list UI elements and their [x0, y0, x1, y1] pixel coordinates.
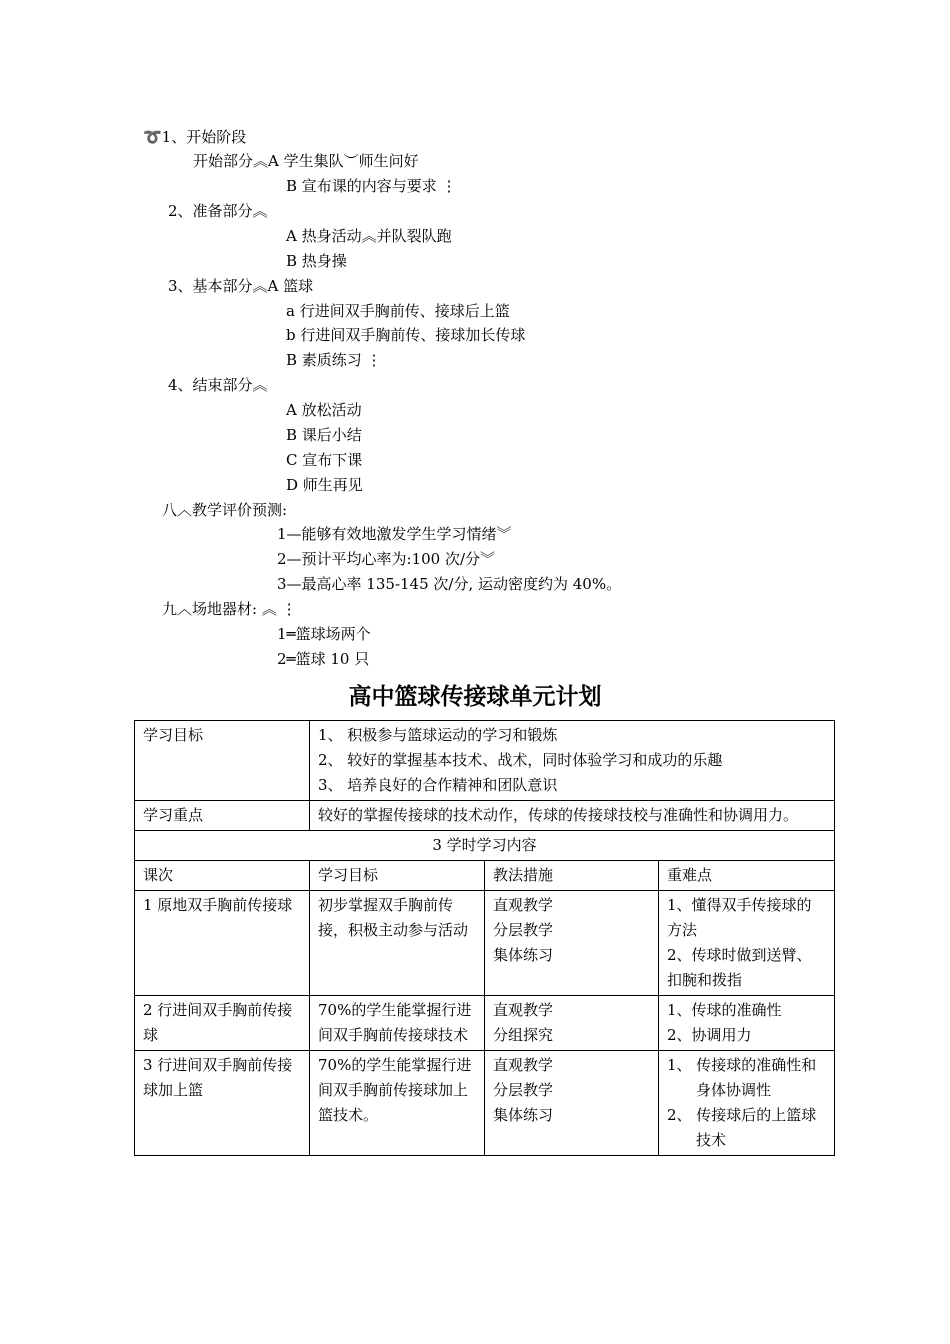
- outline-line-18: 2—预计平均心率为:100 次/分︾: [277, 550, 496, 568]
- goals-row: [135, 721, 835, 801]
- column-header: 重难点: [659, 861, 835, 891]
- outline-line-3: B 宣布课的内容与要求 ⋮: [286, 177, 457, 195]
- key-point-item: 2、 传接球后的上篮球技术: [667, 1106, 817, 1149]
- method-item: 分层教学: [493, 1081, 554, 1099]
- column-header: 课次: [135, 861, 310, 891]
- outline-line-2: 开始部分︽A 学生集队︶师生问好: [193, 152, 419, 170]
- key-point-item: 1、懂得双手传接球的方法: [667, 896, 812, 939]
- outline-line-6: B 热身操: [286, 252, 347, 270]
- lesson-goal-cell: 初步掌握双手胸前传接，积极主动参与活动: [310, 891, 485, 996]
- key-points-cell: [659, 996, 835, 1051]
- unit-plan-table: [134, 720, 835, 1156]
- outline-line-21: 1═篮球场两个: [277, 625, 371, 643]
- method-item: 集体练习: [493, 1106, 554, 1124]
- goals-cell: [310, 721, 835, 801]
- outline-line-5: A 热身活动︽并队裂队跑: [286, 227, 452, 245]
- section-header-row: [135, 831, 835, 861]
- page-title: 高中篮球传接球单元计划: [348, 684, 602, 710]
- outline-line-19: 3—最高心率 135-145 次/分, 运动密度约为 40%。: [277, 575, 622, 593]
- column-header: 学习目标: [310, 861, 485, 891]
- column-header-row: [135, 861, 835, 891]
- key-point-item: 2、协调用力: [667, 1026, 752, 1044]
- outline-line-7: 3、基本部分︽A 篮球: [168, 277, 314, 295]
- outline-line-16: 八︿教学评价预测:: [162, 501, 288, 519]
- outline-line-8: a 行进间双手胸前传、接球后上篮: [286, 302, 510, 320]
- methods-cell: [485, 1051, 659, 1156]
- outline-line-12: A 放松活动: [286, 401, 362, 419]
- method-item: 直观教学: [493, 1001, 554, 1019]
- lesson-cell: 2 行进间双手胸前传接球: [135, 996, 310, 1051]
- goal-item: 2、 较好的掌握基本技术、战术，同时体验学习和成功的乐趣: [318, 751, 723, 769]
- outline-line-20: 九︿场地器材: ︽ ⋮: [162, 600, 297, 618]
- focus-text: 较好的掌握传接球的技术动作，传球的传接球技校与准确性和协调用力。: [310, 801, 835, 831]
- key-points-cell: [659, 891, 835, 996]
- methods-cell: [485, 891, 659, 996]
- outline-line-22: 2═篮球 10 只: [277, 650, 370, 668]
- outline-line-10: B 素质练习 ⋮: [286, 351, 382, 369]
- outline-line-14: C 宣布下课: [286, 451, 363, 469]
- lesson-goal-cell: 70%的学生能掌握行进间双手胸前传接球加上篮技术。: [310, 1051, 485, 1156]
- key-point-item: 1、传球的准确性: [667, 1001, 782, 1019]
- goal-item: 1、 积极参与篮球运动的学习和锻炼: [318, 726, 558, 744]
- table-row: [135, 996, 835, 1051]
- lesson-goal-cell: 70%的学生能掌握行进间双手胸前传接球技术: [310, 996, 485, 1051]
- method-item: 集体练习: [493, 946, 554, 964]
- goals-label: 学习目标: [135, 721, 310, 801]
- outline-line-1: ➰1、开始阶段: [143, 128, 247, 146]
- outline-line-15: D 师生再见: [286, 476, 363, 494]
- method-item: 直观教学: [493, 896, 554, 914]
- key-points-cell: [659, 1051, 835, 1156]
- key-point-item: 2、传球时做到送臂、扣腕和拨指: [667, 946, 812, 989]
- key-point-item: 1、 传接球的准确性和身体协调性: [667, 1056, 817, 1099]
- methods-cell: [485, 996, 659, 1051]
- table-row: [135, 891, 835, 996]
- method-item: 直观教学: [493, 1056, 554, 1074]
- section-header: 3 学时学习内容: [135, 831, 835, 861]
- method-item: 分层教学: [493, 921, 554, 939]
- outline-line-17: 1—能够有效地激发学生学习情绪︾: [277, 525, 512, 543]
- outline-line-13: B 课后小结: [286, 426, 362, 444]
- table-row: [135, 1051, 835, 1156]
- lesson-cell: 3 行进间双手胸前传接球加上篮: [135, 1051, 310, 1156]
- lesson-cell: 1 原地双手胸前传接球: [135, 891, 310, 996]
- focus-row: [135, 801, 835, 831]
- method-item: 分组探究: [493, 1026, 554, 1044]
- outline-line-9: b 行进间双手胸前传、接球加长传球: [286, 326, 526, 344]
- outline-line-4: 2、准备部分︽: [168, 202, 268, 220]
- outline-line-11: 4、结束部分︽: [168, 376, 268, 394]
- focus-label: 学习重点: [135, 801, 310, 831]
- column-header: 教法措施: [485, 861, 659, 891]
- goal-item: 3、 培养良好的合作精神和团队意识: [318, 776, 558, 794]
